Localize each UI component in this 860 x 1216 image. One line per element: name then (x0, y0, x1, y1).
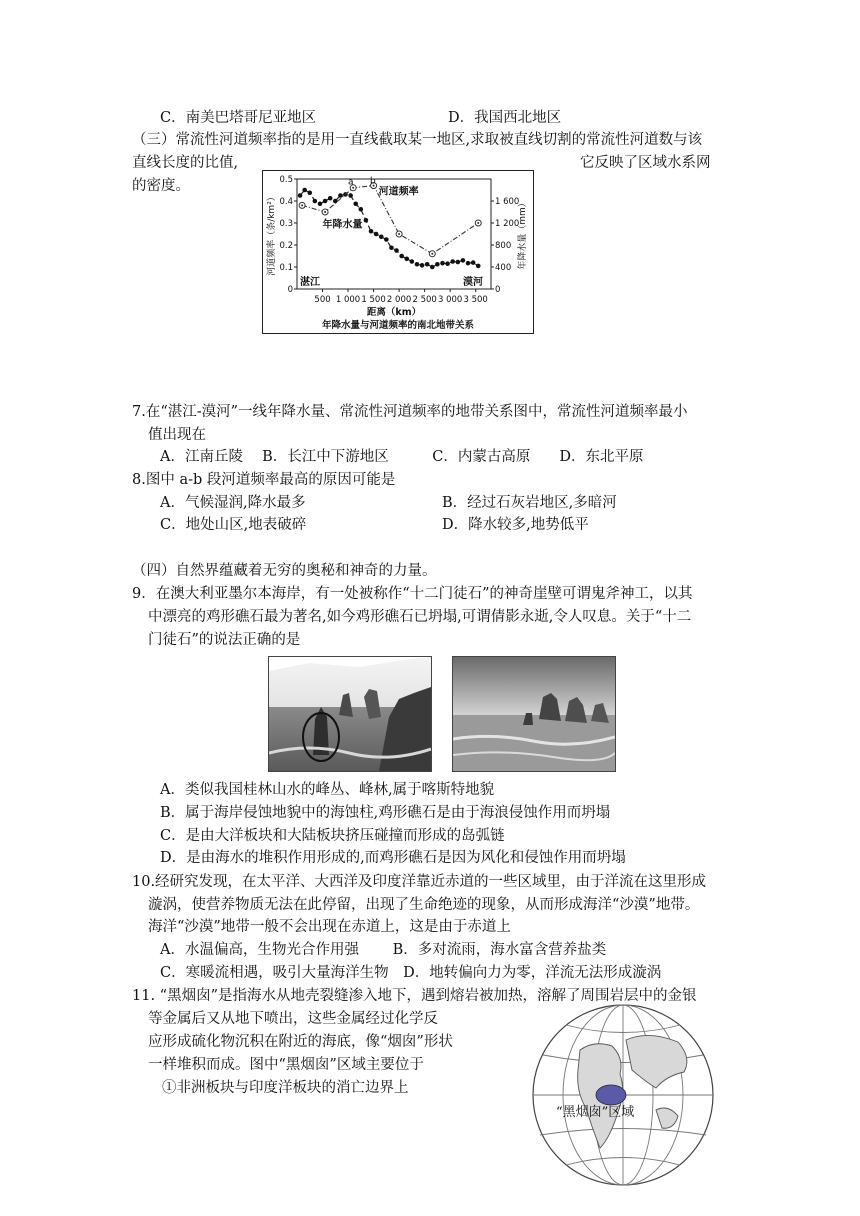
precip-point (471, 260, 476, 265)
photo-left-drawing (269, 657, 431, 771)
globe-figure (528, 1000, 718, 1190)
question-9: 9．在澳大利亚墨尔本海岸，有一处被称作“十二门徒石”的神奇崖壁可谓鬼斧神工，以其 (132, 586, 693, 602)
precip-point (445, 261, 450, 266)
question-11-cont-3: 一样堆积而成。图中“黑烟囱”区域主要位于 (148, 1057, 424, 1073)
section-3-intro-2b: 它反映了区域水系网 (580, 155, 711, 171)
question-10-cont: 漩涡，使营养物质无法在此停留，出现了生命绝迹的现象，从而形成海洋“沙漠”地带。 (148, 897, 700, 913)
precip-point (348, 193, 353, 198)
precip-point (338, 193, 343, 198)
left-tick-label: 0.5 (279, 175, 293, 185)
precip-point (364, 218, 369, 223)
left-tick-label: 0.3 (279, 219, 293, 229)
section-3-intro-2a: 直线长度的比值, (132, 155, 239, 171)
frequency-point-center (431, 253, 433, 255)
precip-point (450, 259, 455, 264)
precip-point (389, 245, 394, 250)
precip-point (435, 262, 440, 267)
precip-point (466, 261, 471, 266)
chart-title: 年降水量与河道频率的南北地带关系 (321, 320, 475, 331)
label-a: a (348, 177, 354, 188)
option-11-1: ①非洲板块与印度洋板块的消亡边界上 (162, 1080, 409, 1096)
option-9a: A．类似我国桂林山水的峰丛、峰林,属于喀斯特地貌 (160, 782, 495, 798)
precip-point (374, 232, 379, 237)
option-8a: A．气候湿润,降水最多 (160, 495, 306, 511)
precip-point (425, 262, 430, 267)
precip-point (410, 259, 415, 264)
precip-point (461, 258, 466, 263)
right-tick-label: 800 (495, 241, 512, 251)
x-tick-label: 1 000 (335, 295, 361, 305)
section-4-intro: （四）自然界蕴藏着无穷的奥秘和神奇的力量。 (132, 563, 437, 579)
option-9d: D．是由海水的堆积作用形成的,而鸡形礁石是因为风化和侵蚀作用而坍塌 (160, 850, 626, 866)
x-tick-label: 3 500 (463, 295, 488, 305)
y-right-label: 年降水量（mm） (518, 198, 528, 270)
options-10cd: C．寒暖流相遇，吸引大量海洋生物 D．地转偏向力为零，洋流无法形成漩涡 (160, 965, 662, 981)
precip-point (404, 256, 409, 261)
black-smoker-label: “黑烟囱”区域 (556, 1105, 635, 1120)
precip-point (430, 265, 435, 270)
option-8b: B．经过石灰岩地区,多暗河 (442, 495, 617, 511)
label-frequency: 河道频率 (378, 186, 419, 198)
question-7: 7.在“湛江-漠河”一线年降水量、常流性河道频率的地带关系图中，常流性河道频率最小 (132, 404, 688, 420)
precip-point (456, 260, 461, 265)
question-9-cont: 中漂亮的鸡形礁石最为著名,如今鸡形礁石已坍塌,可谓倩影永逝,令人叹息。关于“十二 (148, 609, 692, 625)
options-10ab: A．水温偏高，生物光合作用强 B．多对流雨，海水富含营养盐类 (160, 942, 607, 958)
frequency-point-center (324, 211, 326, 213)
precip-point (323, 199, 328, 204)
precip-point (307, 190, 312, 195)
label-mohe: 漠河 (463, 277, 483, 288)
label-zhanjiang: 湛江 (300, 277, 320, 288)
precip-point (420, 263, 425, 268)
right-tick-label: 1 200 (495, 219, 520, 229)
precip-point (318, 201, 323, 206)
left-tick-label: 0.2 (279, 241, 293, 251)
twelve-apostles-photo-right (452, 656, 616, 772)
x-axis-label: 距离（km） (366, 307, 422, 318)
question-11: 11. “黑烟囱”是指海水从地壳裂缝渗入地下，遇到熔岩被加热，溶解了周围岩层中的金银 (132, 988, 697, 1004)
x-tick-label: 2 000 (386, 295, 412, 305)
precip-frequency-chart (262, 170, 534, 334)
y-left-label: 河道频率（条/km²） (267, 192, 277, 276)
frequency-point-center (301, 204, 303, 206)
right-tick-label: 0 (495, 285, 501, 295)
right-tick-label: 1 600 (495, 197, 520, 207)
option-8d: D．降水较多,地势低平 (442, 517, 589, 533)
precip-point (415, 262, 420, 267)
right-tick-label: 400 (495, 263, 512, 273)
left-tick-label: 0.1 (279, 263, 293, 273)
precip-point (394, 248, 399, 253)
precip-point (353, 201, 358, 206)
precip-point (384, 237, 389, 242)
option-6c: C．南美巴塔哥尼亚地区 (160, 110, 317, 126)
chart-svg (263, 171, 533, 333)
x-tick-label: 500 (314, 295, 331, 305)
precip-point (476, 264, 481, 269)
question-10-cont-2: 海洋“沙漠”地带一般不会出现在赤道上，这是由于赤道上 (148, 919, 511, 935)
x-tick-label: 3 000 (437, 295, 463, 305)
option-6d: D．我国西北地区 (448, 110, 562, 126)
globe-drawing (528, 1000, 718, 1190)
precip-point (298, 193, 303, 198)
question-11-cont: 等金属后又从地下喷出，这些金属经过化学反 (148, 1011, 438, 1027)
precip-point (302, 188, 307, 193)
option-9b: B．属于海岸侵蚀地貌中的海蚀柱,鸡形礁石是由于海浪侵蚀作用而坍塌 (160, 805, 611, 821)
precip-point (313, 199, 318, 204)
black-smoker-marker (596, 1085, 626, 1105)
x-tick-label: 2 500 (412, 295, 437, 305)
question-8: 8.图中 a-b 段河道频率最高的原因可能是 (132, 472, 396, 488)
section-3-intro-3: 的密度。 (132, 178, 190, 194)
frequency-point-center (477, 222, 479, 224)
frequency-point-center (398, 233, 400, 235)
option-9c: C．是由大洋板块和大陆板块挤压碰撞而形成的岛弧链 (160, 828, 505, 844)
precip-point (379, 234, 384, 239)
photo-right-drawing (453, 657, 615, 771)
question-9-cont-2: 门徒石”的说法正确的是 (148, 632, 301, 648)
x-tick-label: 1 500 (361, 295, 386, 305)
left-tick-label: 0 (287, 285, 293, 295)
precip-point (359, 207, 364, 212)
precip-point (399, 254, 404, 259)
option-8c: C．地处山区,地表破碎 (160, 517, 307, 533)
precip-point (369, 229, 374, 234)
precip-point (328, 196, 333, 201)
question-11-cont-2: 应形成硫化物沉积在附近的海底，像“烟囱”形状 (148, 1034, 453, 1050)
question-10: 10.经研究发现，在太平洋、大西洋及印度洋靠近赤道的一些区域里，由于洋流在这里形成 (132, 874, 707, 890)
section-3-intro: （三）常流性河道频率指的是用一直线截取某一地区,求取被直线切割的常流性河道数与该 (132, 132, 703, 148)
label-b: b (370, 176, 376, 187)
left-tick-label: 0.4 (279, 197, 293, 207)
precip-point (440, 261, 445, 266)
label-precip: 年降水量 (322, 219, 363, 231)
question-7-options: A．江南丘陵 B．长江中下游地区 C．内蒙古高原 D．东北平原 (160, 449, 644, 465)
twelve-apostles-photo-left (268, 656, 432, 772)
question-7-cont: 值出现在 (148, 427, 206, 443)
